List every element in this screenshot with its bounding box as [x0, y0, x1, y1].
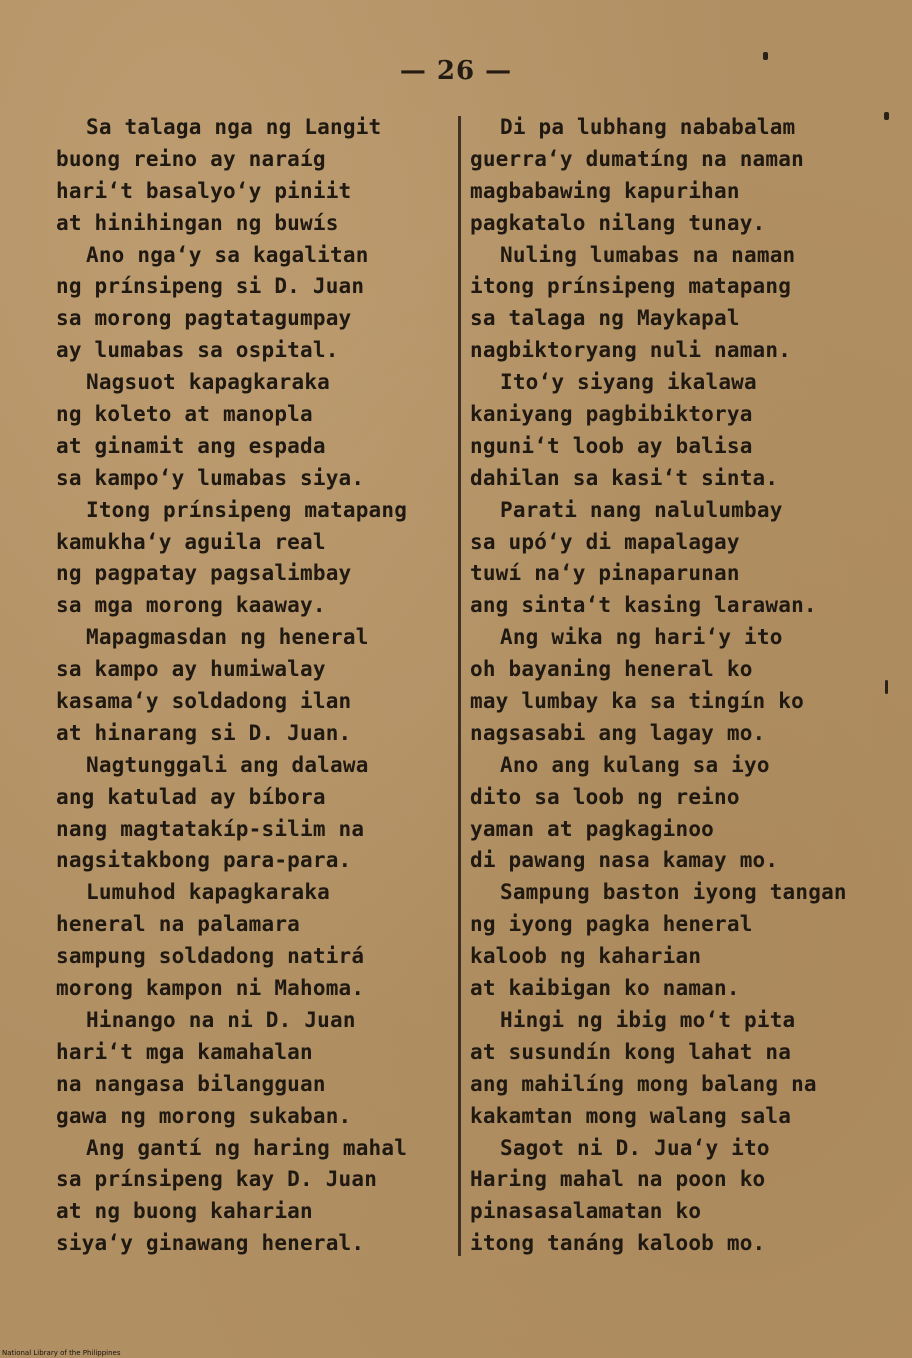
verse-line: Ang wika ng hari‘y ito	[500, 625, 783, 650]
verse-line: nagsitakbong para-para.	[56, 848, 352, 873]
verse-line: nguni‘t loob ay balisa	[470, 433, 753, 458]
verse-line: pagkatalo nilang tunay.	[470, 210, 766, 235]
verse-line: Mapagmasdan ng heneral	[86, 625, 369, 650]
verse-line: itong tanáng kaloob mo.	[470, 1231, 766, 1256]
ink-speck	[884, 112, 889, 120]
verse-line: guerra‘y dumatíng na naman	[470, 146, 804, 171]
verse-line: Lumuhod kapagkaraka	[86, 880, 331, 905]
verse-line: kamukha‘y aguila real	[56, 529, 326, 554]
footer-credit: National Library of the Philippines	[2, 1349, 121, 1357]
verse-line: may lumbay ka sa tingín ko	[470, 689, 804, 714]
verse-line: ng koleto at manopla	[56, 402, 313, 427]
left-column	[56, 112, 456, 1260]
verse-line: Di pa lubhang nababalam	[500, 115, 796, 139]
verse-line: Ang gantí ng haring mahal	[86, 1135, 408, 1160]
verse-line: sa kampo ay humiwalay	[56, 657, 326, 682]
verse-line: Ano nga‘y sa kagalitan	[86, 242, 369, 267]
verse-line: at ng buong kaharian	[56, 1199, 313, 1224]
verse-line: sa prínsipeng kay D. Juan	[56, 1167, 378, 1192]
right-column	[470, 112, 890, 1260]
verse-line: ay lumabas sa ospital.	[56, 338, 339, 363]
verse-line: itong prínsipeng matapang	[470, 274, 792, 299]
verse-line: Ano ang kulang sa iyo	[500, 752, 770, 777]
verse-line: hari‘t mga kamahalan	[56, 1039, 313, 1064]
verse-line: sa upó‘y di mapalagay	[470, 529, 740, 554]
verse-line: nagsasabi ang lagay mo.	[470, 720, 766, 745]
verse-line: ang mahilíng mong balang na	[470, 1071, 817, 1096]
verse-line: na nangasa bilangguan	[56, 1071, 326, 1096]
verse-line: Sa talaga nga ng Langit	[86, 115, 382, 139]
verse-line: Itong prínsipeng matapang	[86, 497, 408, 522]
verse-line: kasama‘y soldadong ilan	[56, 689, 352, 714]
verse-line: Sampung baston iyong tangan	[500, 880, 847, 905]
verse-line: morong kampon ni Mahoma.	[56, 976, 365, 1001]
verse-line: sa kampo‘y lumabas siya.	[56, 465, 365, 490]
verse-line: at hinarang si D. Juan.	[56, 720, 352, 745]
verse-line: kaloob ng kaharian	[470, 944, 702, 969]
verse-line: ang katulad ay bíbora	[56, 784, 326, 809]
verse-line: Sagot ni D. Jua‘y ito	[500, 1135, 770, 1160]
verse-line: tuwí na‘y pinaparunan	[470, 561, 740, 586]
verse-line: nagbiktoryang nuli naman.	[470, 338, 792, 363]
verse-line: buong reino ay naraíg	[56, 146, 326, 171]
verse-line: at kaibigan ko naman.	[470, 976, 740, 1001]
verse-line: yaman at pagkaginoo	[470, 816, 715, 841]
verse-line: Nagsuot kapagkaraka	[86, 370, 331, 395]
verse-line: Nagtunggali ang dalawa	[86, 752, 369, 777]
verse-line: ng pagpatay pagsalimbay	[56, 561, 352, 586]
verse-line: kaniyang pagbibiktorya	[470, 402, 753, 427]
verse-line: magbabawing kapurihan	[470, 178, 740, 203]
verse-line: nang magtatakíp-silim na	[56, 816, 365, 841]
verse-line: pinasasalamatan ko	[470, 1199, 702, 1224]
verse-line: Nuling lumabas na naman	[500, 242, 796, 267]
verse-line: ng iyong pagka heneral	[470, 912, 753, 937]
ink-speck	[885, 680, 888, 694]
verse-line: heneral na palamara	[56, 912, 301, 937]
verse-line: hari‘t basalyo‘y piniit	[56, 178, 352, 203]
verse-line: ang sinta‘t kasing larawan.	[470, 593, 817, 618]
verse-line: oh bayaning heneral ko	[470, 657, 753, 682]
verse-line: at hinihingan ng buwís	[56, 210, 339, 235]
verse-line: sampung soldadong natirá	[56, 944, 365, 969]
verse-line: di pawang nasa kamay mo.	[470, 848, 779, 873]
verse-line: Haring mahal na poon ko	[470, 1167, 766, 1192]
verse-line: siya‘y ginawang heneral.	[56, 1231, 365, 1256]
verse-line: Hinango na ni D. Juan	[86, 1007, 356, 1032]
verse-line: at susundín kong lahat na	[470, 1039, 792, 1064]
verse-line: at ginamit ang espada	[56, 433, 326, 458]
verse-line: Hingi ng ibig mo‘t pita	[500, 1007, 796, 1032]
verse-line: kakamtan mong walang sala	[470, 1103, 792, 1128]
verse-line: dahilan sa kasi‘t sinta.	[470, 465, 779, 490]
column-divider	[458, 116, 461, 1256]
verse-line: ng prínsipeng si D. Juan	[56, 274, 365, 299]
verse-line: Ito‘y siyang ikalawa	[500, 370, 757, 395]
ink-speck	[763, 52, 768, 60]
page-number: — 26 —	[399, 56, 513, 86]
verse-line: gawa ng morong sukaban.	[56, 1103, 352, 1128]
verse-line: sa talaga ng Maykapal	[470, 306, 740, 331]
verse-line: sa morong pagtatagumpay	[56, 306, 352, 331]
verse-line: sa mga morong kaaway.	[56, 593, 326, 618]
verse-line: Parati nang nalulumbay	[500, 497, 783, 522]
verse-line: dito sa loob ng reino	[470, 784, 740, 809]
